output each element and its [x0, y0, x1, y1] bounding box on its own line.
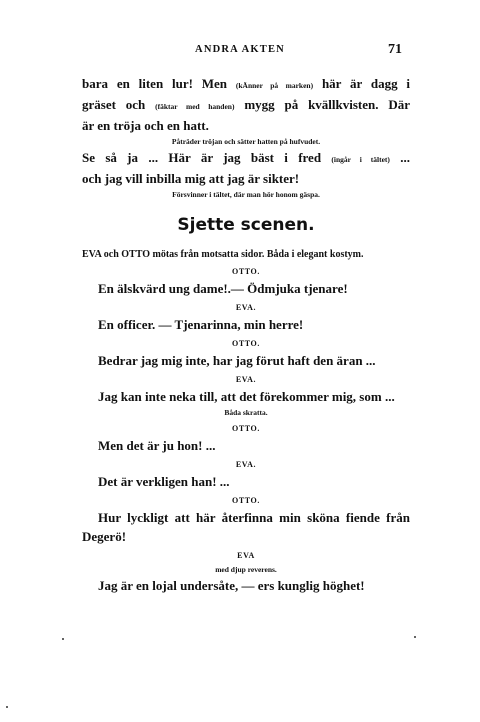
- text-line: är en tröja och en hatt.: [82, 118, 209, 133]
- speech-line: Men det är ju hon! ...: [98, 438, 216, 453]
- stage-direction: Påträder tröjan och sätter hatten på hufvudet.: [171, 137, 321, 146]
- text-fragment: ...: [400, 150, 410, 165]
- print-speck: [62, 638, 64, 640]
- text-fragment: Se så ja ... Här är jag bäst i fred: [82, 150, 322, 165]
- speaker-name: OTTO.: [232, 267, 260, 276]
- speaker-name: EVA: [237, 551, 255, 560]
- text-line: [82, 74, 410, 95]
- speech-line: En officer. — Tjenarinna, min herre!: [98, 317, 304, 332]
- text-fragment: här är dagg i: [321, 76, 411, 91]
- scene-intro: EVA och OTTO mötas från motsatta sidor. Båda i elegant kostym.: [82, 249, 364, 260]
- text-fragment: mygg på kvällkvisten. Där: [244, 97, 411, 112]
- text-fragment: gräset och: [82, 97, 146, 112]
- dialogue-block: [82, 301, 410, 334]
- speech-line: Jag kan inte neka till, att det förekommer mig, som ...: [98, 389, 395, 404]
- stage-direction: Försvinner i tältet, där man hör honom gäspa.: [172, 190, 320, 199]
- dialogue-block: [82, 337, 410, 370]
- stage-aside: (kÄnner på marken): [235, 81, 314, 90]
- page-content: [82, 74, 410, 595]
- speech-line: Hur lyckligt att här återfinna min sköna fiende från Degerö!: [82, 510, 410, 544]
- stage-direction: med djup reverens.: [215, 565, 277, 574]
- speech-line: Jag är en lojal undersåte, — ers kunglig höghet!: [98, 578, 365, 593]
- page-number: 71: [388, 42, 402, 57]
- speech-line: Det är verkligen han! ...: [98, 474, 230, 489]
- stage-direction: Båda skratta.: [224, 408, 268, 417]
- speaker-name: EVA.: [235, 460, 257, 469]
- stage-aside: (ingår i tältet): [331, 155, 390, 164]
- speech-line: En älskvärd ung dame!.— Ödmjuka tjenare!: [98, 281, 348, 296]
- speech-line: Bedrar jag mig inte, har jag förut haft den äran ...: [98, 353, 376, 368]
- running-title: ANDRA AKTEN: [195, 44, 285, 55]
- dialogue-block: [82, 494, 410, 546]
- text-line: och jag vill inbilla mig att jag är sikter!: [82, 171, 300, 186]
- text-line: [82, 148, 410, 169]
- dialogue-block: [82, 549, 410, 595]
- text-fragment: bara en liten lur! Men: [82, 76, 228, 91]
- speaker-name: OTTO.: [232, 339, 260, 348]
- text-line: [82, 95, 410, 116]
- stage-aside: (fäktar med handen): [155, 102, 235, 111]
- page-header: [0, 44, 480, 60]
- speaker-name: EVA.: [235, 375, 257, 384]
- dialogue: [82, 265, 410, 595]
- speaker-name: OTTO.: [232, 424, 260, 433]
- scene-heading: Sjette scenen.: [177, 215, 315, 235]
- speaker-name: OTTO.: [232, 496, 260, 505]
- speaker-name: EVA.: [235, 303, 257, 312]
- print-speck: [6, 706, 8, 708]
- dialogue-block: [82, 373, 410, 419]
- dialogue-block: [82, 458, 410, 491]
- print-speck: [414, 636, 416, 638]
- dialogue-block: [82, 422, 410, 455]
- dialogue-block: [82, 265, 410, 298]
